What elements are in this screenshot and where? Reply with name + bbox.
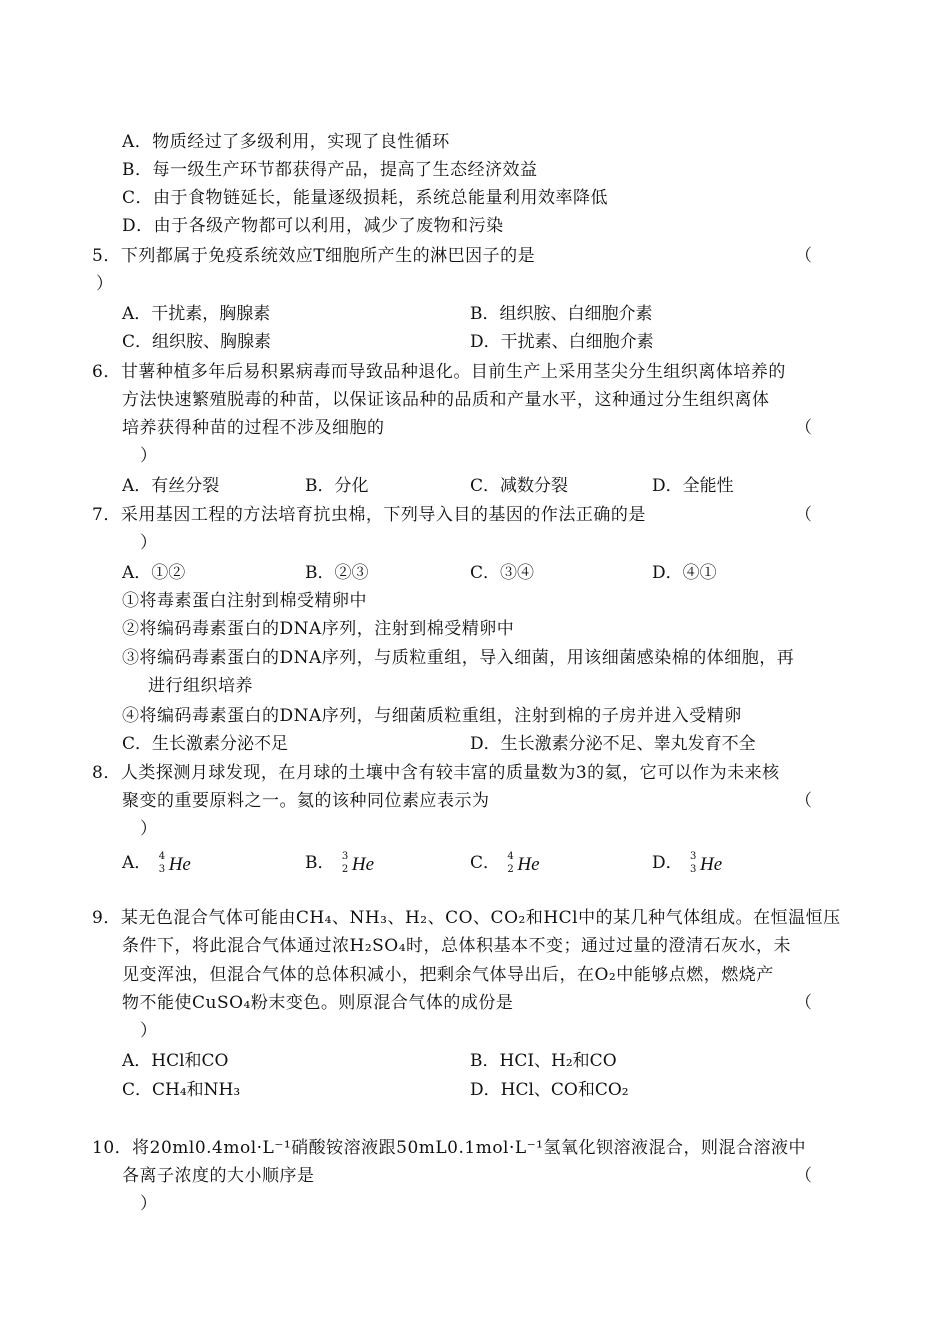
q5-option-d: D．干扰素、白细胞介素 — [470, 332, 654, 352]
q8-option-d — [652, 852, 722, 878]
q8-option-d-label: D． — [652, 853, 683, 873]
q10-answer-paren-open: （ — [795, 1166, 812, 1186]
q9-option-b: B．HCI、H₂和CO — [470, 1051, 617, 1071]
q4-option-d: D．由于各级产物都可以利用，减少了废物和污染 — [122, 216, 504, 236]
q6-stem-line2: 方法快速繁殖脱毒的种苗，以保证该品种的品质和产量水平，这种通过分生组织离体 — [122, 390, 770, 410]
q9-answer-paren-close: ） — [140, 1021, 157, 1041]
q8-option-a-atomic-number: 3 — [158, 864, 166, 875]
q8-option-a — [122, 852, 191, 878]
q6-option-a: A．有丝分裂 — [122, 476, 220, 496]
q8-option-b-label: B． — [305, 853, 335, 873]
q4-option-c: C．由于食物链延长，能量逐级损耗，系统总能量利用效率降低 — [122, 188, 609, 208]
q10-stem-line1: 10．将20ml0.4mol·L⁻¹硝酸铵溶液跟50mL0.1mol·L⁻¹氢氧化钡溶液混合，则混合溶液中 — [92, 1138, 806, 1158]
q8-option-c-label: C． — [470, 853, 501, 873]
q8-option-d-element-symbol: He — [700, 854, 723, 875]
q6-option-d: D．全能性 — [652, 476, 734, 496]
q8-option-b-element-symbol: He — [351, 854, 375, 875]
q8-option-d-mass-number: 3 — [690, 851, 697, 862]
q5-answer-paren-open: （ — [795, 246, 812, 266]
q8-answer-paren-open: （ — [795, 791, 812, 811]
q9-stem-line2: 条件下，将此混合气体通过浓H₂SO₄时，总体积基本不变；通过过量的澄清石灰水，未 — [122, 936, 792, 956]
q9-option-a: A．HCl和CO — [122, 1051, 229, 1071]
q8-option-a-label: A． — [122, 853, 152, 873]
q9-stem-line4: 物不能使CuSO₄粉末变色。则原混合气体的成份是 — [122, 993, 514, 1013]
q7-option-c: C．③④ — [470, 563, 535, 583]
q7-item-2: ②将编码毒素蛋白的DNA序列，注射到棉受精卵中 — [122, 619, 515, 639]
q8-option-a-isotope-numbers — [157, 852, 169, 878]
q7-option-b: B．②③ — [305, 563, 369, 583]
q6-stem-line3: 培养获得种苗的过程不涉及细胞的 — [122, 418, 385, 438]
q7-item-3-cont: 进行组织培养 — [148, 676, 253, 696]
q8-option-c-element-symbol: He — [517, 854, 540, 875]
q8-option-c — [470, 852, 540, 878]
q8-option-b-isotope-numbers — [340, 852, 352, 878]
q8-answer-paren-close: ） — [140, 819, 157, 839]
q9-stem-line1: 9．某无色混合气体可能由CH₄、NH₃、H₂、CO、CO₂和HCl中的某几种气体组成。在恒温恒压 — [92, 908, 841, 928]
q9-answer-paren-open: （ — [795, 993, 812, 1013]
q8-option-d-atomic-number: 3 — [690, 864, 697, 875]
q6-answer-paren-open: （ — [795, 418, 812, 438]
q4-option-a: A．物质经过了多级利用，实现了良性循环 — [122, 132, 450, 152]
q7-answer-paren-close: ） — [140, 533, 157, 553]
q5-option-b: B．组织胺、白细胞介素 — [470, 304, 653, 324]
q6-answer-paren-close: ） — [140, 446, 157, 466]
q7-item-1: ①将毒素蛋白注射到棉受精卵中 — [122, 591, 367, 611]
q9-stem-line3: 见变浑浊，但混合气体的总体积减小，把剩余气体导出后，在O₂中能够点燃，燃烧产 — [122, 965, 774, 985]
q8-option-d-isotope-numbers — [688, 852, 700, 878]
q4-option-b: B．每一级生产环节都获得产品，提高了生态经济效益 — [122, 160, 538, 180]
q8-option-c-atomic-number: 2 — [507, 864, 514, 875]
q6-option-b: B．分化 — [305, 476, 369, 496]
q7-item-3: ③将编码毒素蛋白的DNA序列，与质粒重组，导入细菌，用该细菌感染棉的体细胞，再 — [122, 648, 795, 668]
q6-stem-line1: 6．甘薯种植多年后易积累病毒而导致品种退化。目前生产上采用茎尖分生组织离体培养的 — [92, 362, 786, 382]
q8-option-a-mass-number: 4 — [158, 851, 166, 862]
q5-option-a: A．干扰素，胸腺素 — [122, 304, 271, 324]
q8-option-a-element-symbol: He — [168, 854, 191, 875]
q5-stem: 5．下列都属于免疫系统效应T细胞所产生的淋巴因子的是 — [92, 246, 536, 266]
q9-option-c: C．CH₄和NH₃ — [122, 1080, 241, 1100]
q7-extra-option-d: D．生长激素分泌不足、睾丸发育不全 — [470, 734, 756, 754]
q8-stem-line1: 8．人类探测月球发现，在月球的土壤中含有较丰富的质量数为3的氦，它可以作为未来核 — [92, 763, 780, 783]
q6-option-c: C．减数分裂 — [470, 476, 569, 496]
q10-stem-line2: 各离子浓度的大小顺序是 — [122, 1166, 315, 1186]
q10-answer-paren-close: ） — [140, 1194, 157, 1214]
q7-answer-paren-open: （ — [795, 505, 812, 525]
q8-option-c-mass-number: 4 — [507, 851, 514, 862]
q5-answer-paren-close: ） — [96, 274, 113, 294]
q8-option-b-atomic-number: 2 — [341, 864, 349, 875]
q7-extra-option-c: C．生长激素分泌不足 — [122, 734, 289, 754]
q7-option-d: D．④① — [652, 563, 717, 583]
q8-option-c-isotope-numbers — [505, 852, 517, 878]
q7-item-4: ④将编码毒素蛋白的DNA序列，与细菌质粒重组，注射到棉的子房并进入受精卵 — [122, 706, 742, 726]
q8-stem-line2: 聚变的重要原料之一。氦的该种同位素应表示为 — [122, 791, 490, 811]
q8-option-b-mass-number: 3 — [341, 851, 349, 862]
q7-option-a: A．①② — [122, 563, 186, 583]
q7-stem: 7．采用基因工程的方法培育抗虫棉，下列导入目的基因的作法正确的是 — [92, 505, 646, 525]
q5-option-c: C．组织胺、胸腺素 — [122, 332, 272, 352]
q8-option-b — [305, 852, 374, 878]
q9-option-d: D．HCl、CO和CO₂ — [470, 1080, 629, 1100]
